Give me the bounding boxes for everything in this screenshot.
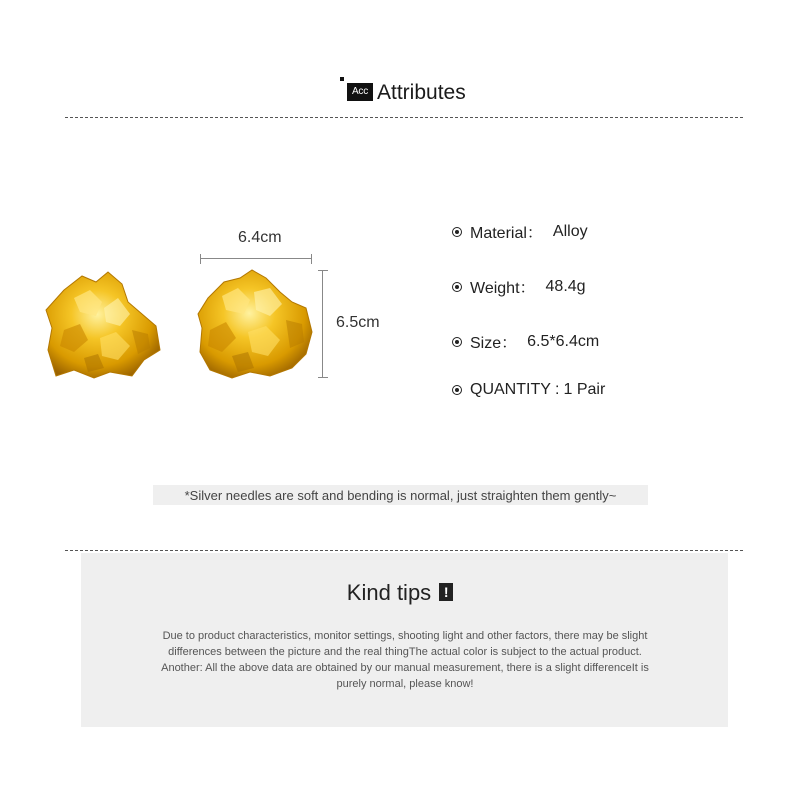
tips-title: Kind tips	[346, 580, 432, 605]
tips-heading	[0, 580, 800, 606]
attribute-label: Material：	[470, 225, 543, 242]
attribute-value: Alloy	[552, 222, 588, 240]
attribute-value: 1 Pair	[563, 381, 606, 398]
bullet-icon	[452, 227, 462, 237]
exclamation-icon: !	[439, 583, 453, 601]
divider-bottom	[65, 550, 743, 551]
attribute-label: QUANTITY :	[470, 381, 560, 398]
tips-body	[110, 628, 700, 692]
tips-line: purely normal, please know!	[336, 678, 474, 690]
attribute-value: 6.5*6.4cm	[527, 332, 600, 350]
tips-line: differences between the picture and the real thingThe actual color is subject to the actual product.	[168, 646, 642, 658]
attribute-label: Size：	[470, 335, 518, 352]
attribute-label: Weight：	[470, 280, 536, 297]
attribute-value: 48.4g	[545, 277, 586, 295]
tips-line: Due to product characteristics, monitor settings, shooting light and other factors, there may be slight	[162, 630, 648, 642]
section-title: Attributes	[377, 81, 466, 104]
bullet-icon	[452, 385, 462, 395]
care-note: *Silver needles are soft and bending is normal, just straighten them gently~	[153, 485, 648, 505]
bullet-icon	[452, 282, 462, 292]
bullet-icon	[452, 337, 462, 347]
attribute-weight	[452, 275, 586, 298]
tips-line: Another: All the above data are obtained by our manual measurement, there is a slight differenceIt is	[161, 662, 649, 674]
attribute-material	[452, 220, 588, 243]
attribute-quantity	[452, 381, 605, 399]
header-badge: Acc	[347, 83, 373, 101]
attribute-size	[452, 330, 599, 353]
width-dimension-label: 6.4cm	[238, 229, 282, 246]
height-dimension-line	[322, 270, 323, 378]
earring-image-right	[196, 268, 314, 380]
header-dot	[340, 77, 344, 81]
width-dimension-line	[200, 258, 312, 259]
earring-image-left	[44, 268, 162, 380]
height-dimension-label: 6.5cm	[336, 314, 380, 331]
divider-top	[65, 117, 743, 118]
